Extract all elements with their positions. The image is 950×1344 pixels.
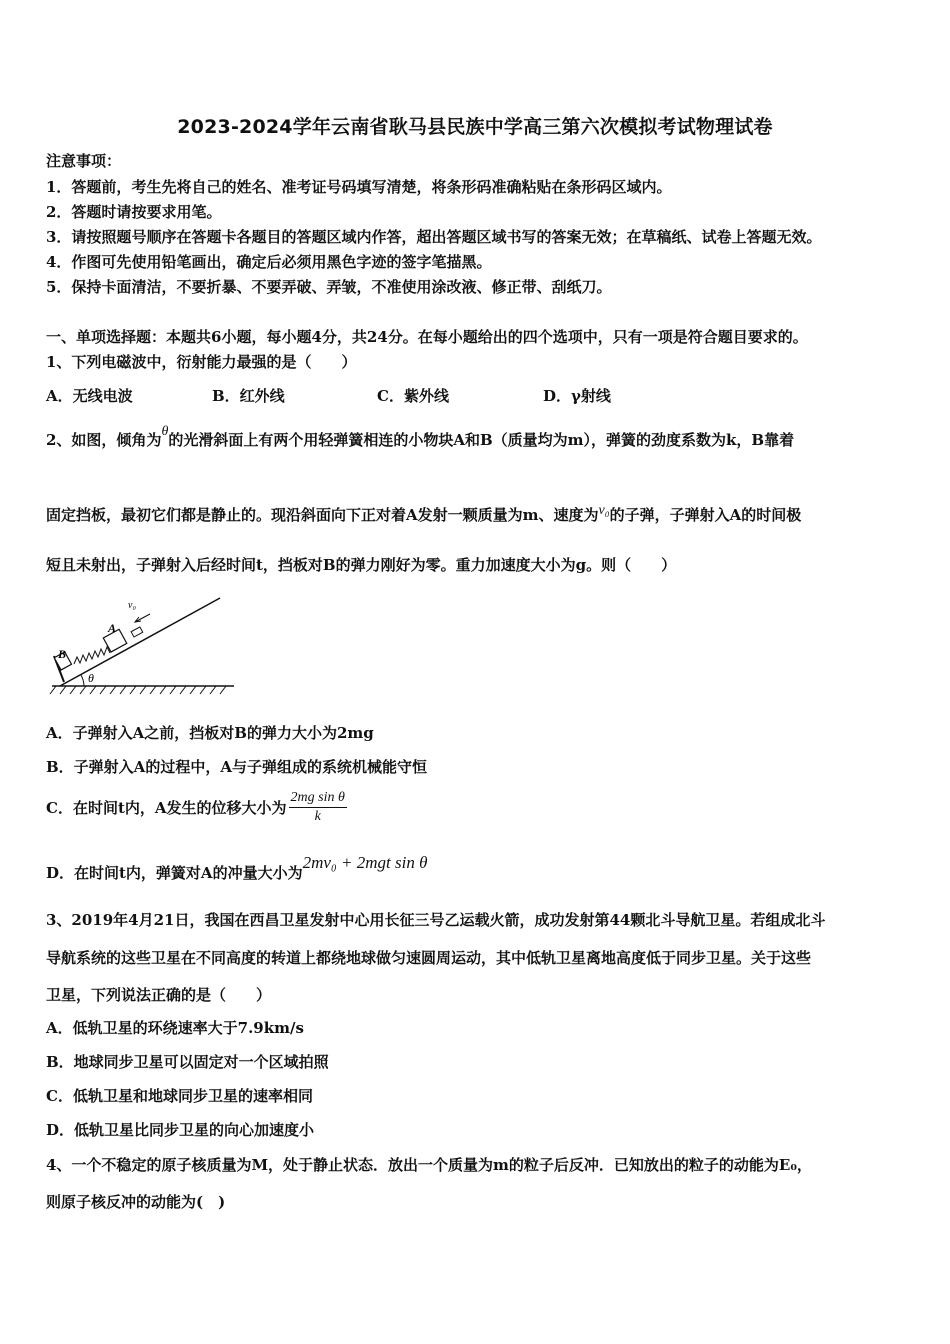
notice-item: 1．答题前，考生先将自己的姓名、准考证号码填写清楚，将条形码准确粘贴在条形码区域内。	[46, 178, 672, 196]
label-v0: v₀	[128, 600, 136, 611]
theta-symbol: θ	[161, 424, 169, 439]
q2-line1-text-b: 的光滑斜面上有两个用轻弹簧相连的小物块A和B（质量均为m），弹簧的劲度系数为k，B靠着	[168, 431, 795, 449]
fraction-numerator: 2mg sin θ	[289, 790, 347, 808]
label-theta: θ	[88, 671, 94, 685]
incline-surface	[60, 598, 220, 686]
impulse-expression: 2mv₀ + 2mgt sin θ	[302, 853, 428, 872]
q2-line1-text-a: 2、如图，倾角为	[46, 431, 162, 449]
v0-symbol: v₀	[598, 503, 610, 518]
section-heading: 一、单项选择题：本题共6小题，每小题4分，共24分。在每小题给出的四个选项中，只有一项是符合题目要求的。	[46, 328, 808, 346]
label-b: B	[58, 647, 67, 661]
notice-item: 2．答题时请按要求用笔。	[46, 203, 222, 221]
angle-arc	[81, 675, 84, 686]
velocity-arrow	[135, 614, 150, 622]
q3-line: 3、2019年4月21日，我国在西昌卫星发射中心用长征三号乙运载火箭，成功发射第44颗北斗导航卫星。若组成北斗	[46, 911, 826, 929]
q2-option-d-text: D．在时间t内，弹簧对A的冲量大小为	[46, 864, 303, 882]
bullet	[131, 627, 143, 637]
label-a: A	[108, 621, 117, 635]
q2-line-2	[46, 505, 801, 527]
notice-item: 4．作图可先使用铅笔画出，确定后必须用黑色字迹的签字笔描黑。	[46, 253, 492, 271]
q1-stem: 1、下列电磁波中，衍射能力最强的是（ ）	[46, 353, 357, 371]
notice-item: 3．请按照题号顺序在答题卡各题目的答题区域内作答，超出答题区域书写的答案无效；在草稿纸、试卷上答题无效。	[46, 228, 822, 246]
notice-item: 5．保持卡面清洁，不要折暴、不要弄破、弄皱，不准使用涂改液、修正带、刮纸刀。	[46, 278, 612, 296]
q1-option-b: B．红外线	[212, 387, 285, 405]
q3-option-d: D．低轨卫星比同步卫星的向心加速度小	[46, 1121, 315, 1139]
q2-option-b: B．子弹射入A的过程中，A与子弹组成的系统机械能守恒	[46, 758, 427, 776]
q2-line2-text-a: 固定挡板，最初它们都是静止的。现沿斜面向下正对着A发射一颗质量为m、速度为	[46, 506, 599, 524]
q1-option-c: C．紫外线	[377, 387, 449, 405]
exam-title: 2023-2024学年云南省耿马县民族中学高三第六次模拟考试物理试卷	[177, 116, 773, 138]
q2-line-3: 短且未射出，子弹射入后经时间t，挡板对B的弹力刚好为零。重力加速度大小为g。则（ ）	[46, 556, 677, 574]
q3-option-c: C．低轨卫星和地球同步卫星的速率相同	[46, 1087, 313, 1105]
q2-line-1	[46, 424, 795, 452]
fraction	[289, 790, 347, 825]
fraction-denominator: k	[314, 809, 321, 824]
q3-line: 卫星，下列说法正确的是（ ）	[46, 986, 272, 1004]
q2-option-c	[46, 790, 347, 825]
notice-heading: 注意事项：	[46, 152, 122, 170]
q2-option-d	[46, 852, 428, 882]
q2-option-a: A．子弹射入A之前，挡板对B的弹力大小为2mg	[46, 724, 374, 742]
q3-option-b: B．地球同步卫星可以固定对一个区域拍照	[46, 1053, 329, 1071]
q4-line-2: 则原子核反冲的动能为( )	[46, 1193, 226, 1211]
incline-figure	[48, 590, 238, 700]
q1-option-a: A．无线电波	[46, 387, 133, 405]
q2-option-c-text: C．在时间t内，A发生的位移大小为	[46, 799, 287, 817]
q4-line-1: 4、一个不稳定的原子核质量为M，处于静止状态．放出一个质量为m的粒子后反冲．已知放出的粒子的动能为E₀，	[46, 1156, 812, 1174]
q1-option-d: D．γ射线	[543, 387, 611, 405]
q2-line2-text-b: 的子弹，子弹射入A的时间极	[609, 506, 802, 524]
q3-line: 导航系统的这些卫星在不同高度的转道上都绕地球做匀速圆周运动，其中低轨卫星离地高度低于同步卫星。关于这些	[46, 949, 812, 967]
q3-option-a: A．低轨卫星的环绕速率大于7.9km/s	[46, 1019, 304, 1037]
ground-hatching	[50, 686, 226, 694]
